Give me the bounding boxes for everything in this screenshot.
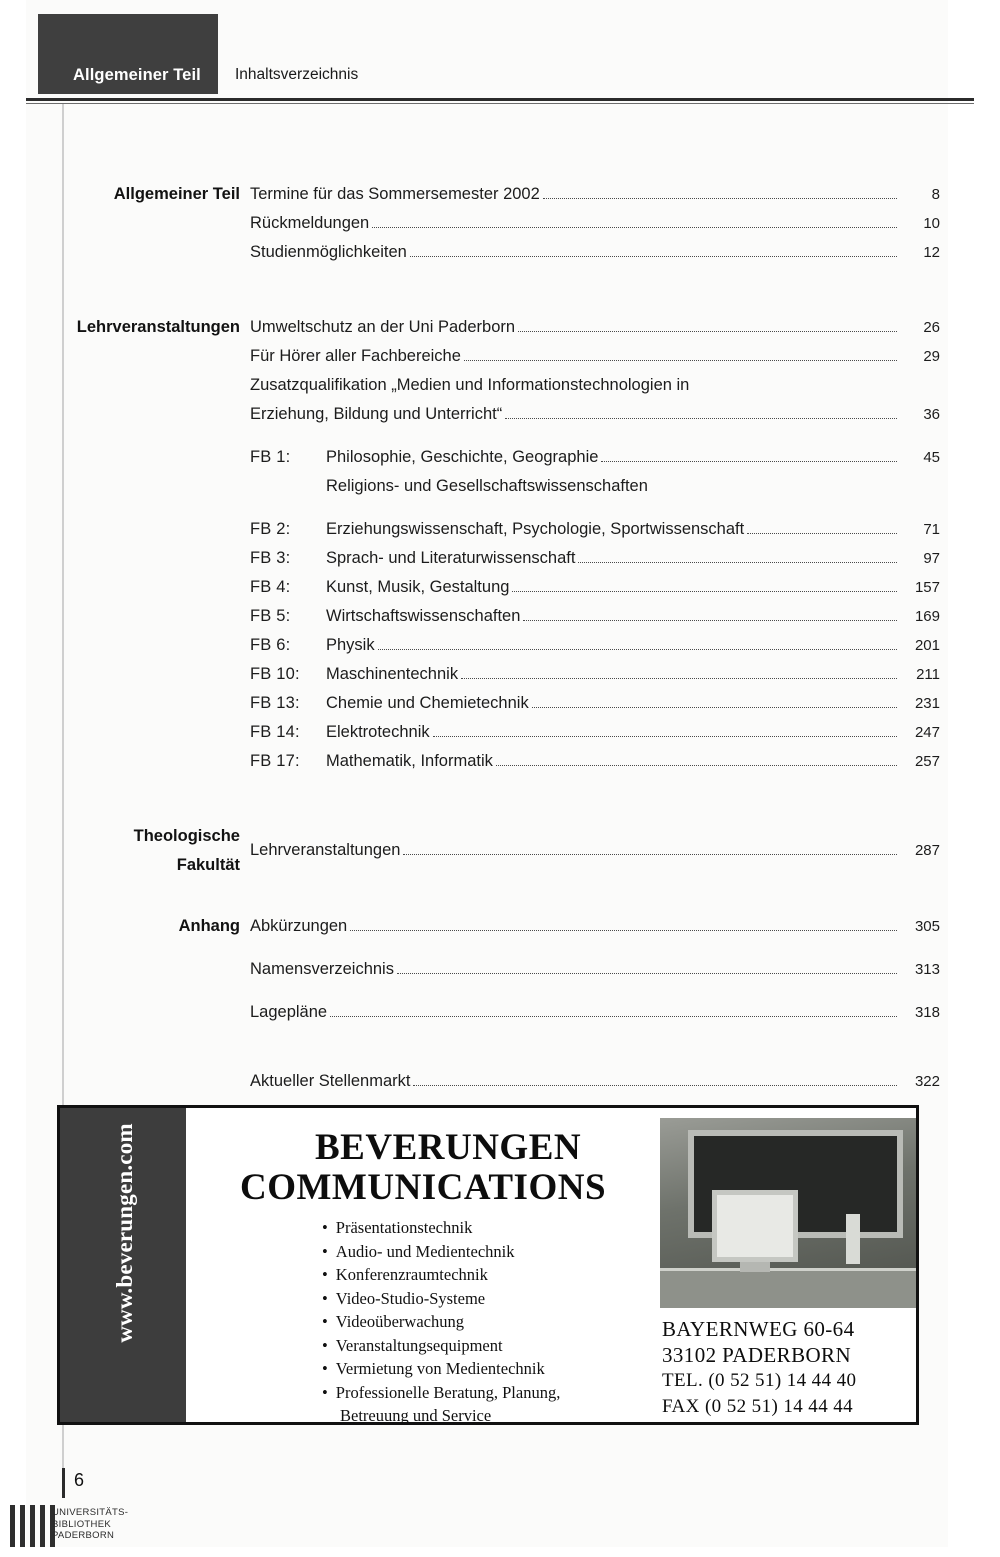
toc-row-fb-label: FB 13: (250, 694, 300, 712)
ad-address-street: BAYERNWEG 60-64 (662, 1317, 855, 1341)
toc-group-allgemeiner-teil (60, 180, 940, 267)
toc-row-page: 305 (914, 918, 940, 935)
toc-row[interactable] (250, 515, 940, 544)
toc-leader-dots (747, 533, 897, 534)
toc-row-page: 29 (923, 348, 940, 365)
toc-row-title: Lagepläne (250, 1003, 328, 1021)
toc-leader-dots (496, 765, 897, 766)
toc-row[interactable] (250, 912, 940, 941)
toc-row-title: Abkürzungen (250, 917, 348, 935)
toc-leader-dots (403, 854, 897, 855)
toc-row[interactable] (250, 544, 940, 573)
toc-row-title: Zusatzqualifikation „Medien und Informationstechnologien in (250, 376, 690, 394)
toc-row-page: 8 (931, 186, 940, 203)
toc-group-anhang (60, 912, 940, 1096)
toc-row-page: 247 (914, 724, 940, 741)
toc-row-page: 71 (923, 521, 940, 538)
toc-row-fb-label: FB 14: (250, 723, 300, 741)
toc-row[interactable] (250, 238, 940, 267)
toc-leader-dots (372, 227, 897, 228)
toc-group-lehrveranstaltungen (60, 313, 940, 776)
ad-service-item: • Veranstaltungsequipment (322, 1334, 560, 1358)
library-stamp-line2: BIBLIOTHEK (52, 1518, 111, 1530)
desk-surface (660, 1268, 916, 1308)
toc-row-title: Physik (326, 636, 375, 654)
toc-row-title: Namensverzeichnis (250, 960, 394, 978)
library-stamp-line1: UNIVERSITÄTS- (52, 1507, 129, 1518)
ad-service-item: • Audio- und Medientechnik (322, 1240, 560, 1264)
ad-service-item: • Konferenzraumtechnik (322, 1263, 560, 1287)
ad-brand-line2: COMMUNICATIONS (240, 1167, 607, 1208)
toc-row-page: 231 (914, 695, 940, 712)
ad-website-url[interactable]: www.beverungen.com (112, 1123, 137, 1343)
toc-row-title: Chemie und Chemietechnik (326, 694, 529, 712)
ad-service-item: • Videoüberwachung (322, 1310, 560, 1334)
toc-leader-dots (578, 562, 897, 563)
toc-row-page: 287 (914, 842, 940, 859)
ad-address-city: 33102 PADERBORN (662, 1343, 852, 1367)
toc-row-fb-label: FB 1: (250, 448, 291, 466)
toc-leader-dots (350, 930, 897, 931)
toc-row[interactable] (250, 689, 940, 718)
ad-service-list (322, 1216, 560, 1428)
toc-row[interactable] (250, 998, 940, 1027)
toc-row-page: 10 (923, 215, 940, 232)
toc-spacer (250, 984, 940, 998)
ad-side-bar (60, 1108, 186, 1422)
library-stamp-line3: PADERBORN (52, 1530, 115, 1541)
toc-spacer (250, 501, 940, 515)
toc-row-title: Mathematik, Informatik (326, 752, 493, 770)
ad-address-block (662, 1316, 856, 1420)
toc-row-page: 45 (923, 449, 940, 466)
toc-spacer (250, 941, 940, 955)
page-number: 6 (74, 1470, 85, 1490)
toc-row-fb-label: FB 2: (250, 520, 291, 538)
toc-row-page: 169 (914, 608, 940, 625)
toc-leader-dots (397, 973, 897, 974)
toc-row-title: Religions- und Gesellschaftswissenschaften (326, 477, 648, 495)
toc-row[interactable] (250, 313, 940, 342)
toc-row-page: 157 (914, 579, 940, 596)
toc-row-page: 211 (916, 666, 940, 683)
advertisement-block (57, 1105, 919, 1425)
toc-row[interactable] (250, 209, 940, 238)
header-rule-thin (26, 103, 974, 104)
toc-leader-dots (413, 1085, 897, 1086)
toc-row-fb-label: FB 4: (250, 578, 291, 596)
toc-leader-dots (601, 461, 897, 462)
toc-spacer (60, 886, 940, 912)
library-stamp (10, 1505, 150, 1551)
toc-row-title: Für Hörer aller Fachbereiche (250, 347, 461, 365)
toc-row-title: Philosophie, Geschichte, Geographie (326, 448, 599, 466)
toc-row[interactable] (250, 747, 940, 776)
toc-leader-dots (433, 736, 897, 737)
ad-service-item: • Präsentationstechnik (322, 1216, 560, 1240)
toc-row[interactable] (250, 718, 940, 747)
toc-group-rows (250, 313, 940, 776)
toc-row-title: Sprach- und Literaturwissenschaft (326, 549, 576, 567)
toc-row-title: Wirtschaftswissenschaften (326, 607, 521, 625)
toc-row-page: 12 (923, 244, 940, 261)
toc-row[interactable] (250, 371, 940, 400)
toc-row-page: 201 (914, 637, 940, 654)
toc-row[interactable] (250, 342, 940, 371)
toc-row[interactable] (250, 602, 940, 631)
toc-leader-dots (512, 591, 897, 592)
toc-row-title: Erziehungswissenschaft, Psychologie, Sportwissenschaft (326, 520, 745, 538)
toc-row-page: 36 (923, 406, 940, 423)
toc-row[interactable] (250, 631, 940, 660)
toc-leader-dots (330, 1016, 897, 1017)
toc-row-title: Maschinentechnik (326, 665, 459, 683)
toc-group-rows (250, 822, 940, 880)
toc-group-label (60, 912, 250, 1096)
toc-spacer (250, 822, 940, 836)
toc-row-fb-label: FB 10: (250, 665, 300, 683)
header-rule (26, 98, 974, 101)
toc-leader-dots (523, 620, 897, 621)
toc-group-label (60, 313, 250, 776)
toc-leader-dots (518, 331, 897, 332)
toc-leader-dots (461, 678, 897, 679)
toc-spacer (250, 1027, 940, 1067)
toc-group-label (60, 822, 250, 880)
toc-row-fb-label: FB 17: (250, 752, 300, 770)
header-tab-label: Allgemeiner Teil (73, 66, 201, 84)
toc-row-title: Elektrotechnik (326, 723, 430, 741)
toc-leader-dots (410, 256, 897, 257)
toc-row[interactable] (250, 443, 940, 472)
toc-group-label-line2: Fakultät (176, 856, 240, 874)
toc-group-theologische-fakultaet (60, 822, 940, 880)
toc-row-page: 313 (914, 961, 940, 978)
barcode-icon (10, 1505, 55, 1547)
toc-row[interactable] (250, 573, 940, 602)
ad-address-fax: FAX (0 52 51) 14 44 44 (662, 1396, 854, 1417)
ad-service-item: • Video-Studio-Systeme (322, 1287, 560, 1311)
toc-row[interactable] (250, 836, 940, 865)
header-section-label: Inhaltsverzeichnis (235, 66, 359, 83)
toc-group-label-line1: Anhang (178, 917, 240, 935)
toc-row-title: Kunst, Musik, Gestaltung (326, 578, 510, 596)
table-of-contents (60, 180, 940, 1102)
ad-address-phone: TEL. (0 52 51) 14 44 40 (662, 1370, 857, 1391)
scan-edge-right (948, 0, 1000, 1557)
scan-edge-left (0, 0, 26, 1557)
toc-leader-dots (505, 418, 897, 419)
toc-spacer (60, 273, 940, 313)
toc-row-page: 97 (923, 550, 940, 567)
toc-row-title: Rückmeldungen (250, 214, 370, 232)
toc-row-page: 318 (914, 1004, 940, 1021)
toc-row[interactable] (250, 400, 940, 429)
toc-row-page: 257 (914, 753, 940, 770)
toc-row-title: Umweltschutz an der Uni Paderborn (250, 318, 516, 336)
toc-group-label-line1: Theologische (133, 827, 240, 845)
ad-service-item: • Professionelle Beratung, Planung, (322, 1381, 560, 1405)
toc-leader-dots (464, 360, 897, 361)
toc-row-fb-label: FB 6: (250, 636, 291, 654)
toc-group-label (60, 180, 250, 267)
folio-rule (62, 1468, 65, 1498)
toc-row-page: 26 (923, 319, 940, 336)
toc-row-title: Studienmöglichkeiten (250, 243, 407, 261)
toc-group-rows (250, 180, 940, 267)
toc-row-page: 322 (914, 1073, 940, 1090)
toc-row[interactable] (250, 955, 940, 984)
toc-row-fb-label: FB 3: (250, 549, 291, 567)
toc-row-title: Erziehung, Bildung und Unterricht“ (250, 405, 503, 423)
toc-group-label-line1: Lehrveranstaltungen (76, 318, 240, 336)
display-screen-small (712, 1190, 798, 1262)
toc-leader-dots (543, 198, 897, 199)
toc-row-title: Lehrveranstaltungen (250, 841, 401, 859)
monitor-stand (740, 1262, 770, 1272)
toc-leader-dots (532, 707, 897, 708)
toc-group-label-line1: Allgemeiner Teil (113, 185, 240, 203)
toc-leader-dots (378, 649, 897, 650)
toc-row[interactable] (250, 180, 940, 209)
ad-service-item: Betreuung und Service (340, 1406, 492, 1425)
toc-spacer (250, 429, 940, 443)
ad-service-item: • Vermietung von Medientechnik (322, 1357, 560, 1381)
toc-row-title: Aktueller Stellenmarkt (250, 1072, 411, 1090)
toc-row-fb-label: FB 5: (250, 607, 291, 625)
toc-row[interactable] (250, 1067, 940, 1096)
toc-group-rows (250, 912, 940, 1096)
toc-row[interactable] (250, 660, 940, 689)
bottle-object (846, 1214, 860, 1264)
ad-brand-line1: BEVERUNGEN (315, 1127, 582, 1168)
toc-row[interactable] (250, 472, 940, 501)
scan-edge-bottom (0, 1547, 1000, 1557)
ad-product-photo (660, 1118, 916, 1308)
library-stamp-text (52, 1507, 128, 1542)
toc-spacer (60, 782, 940, 822)
toc-row-title: Termine für das Sommersemester 2002 (250, 185, 540, 203)
